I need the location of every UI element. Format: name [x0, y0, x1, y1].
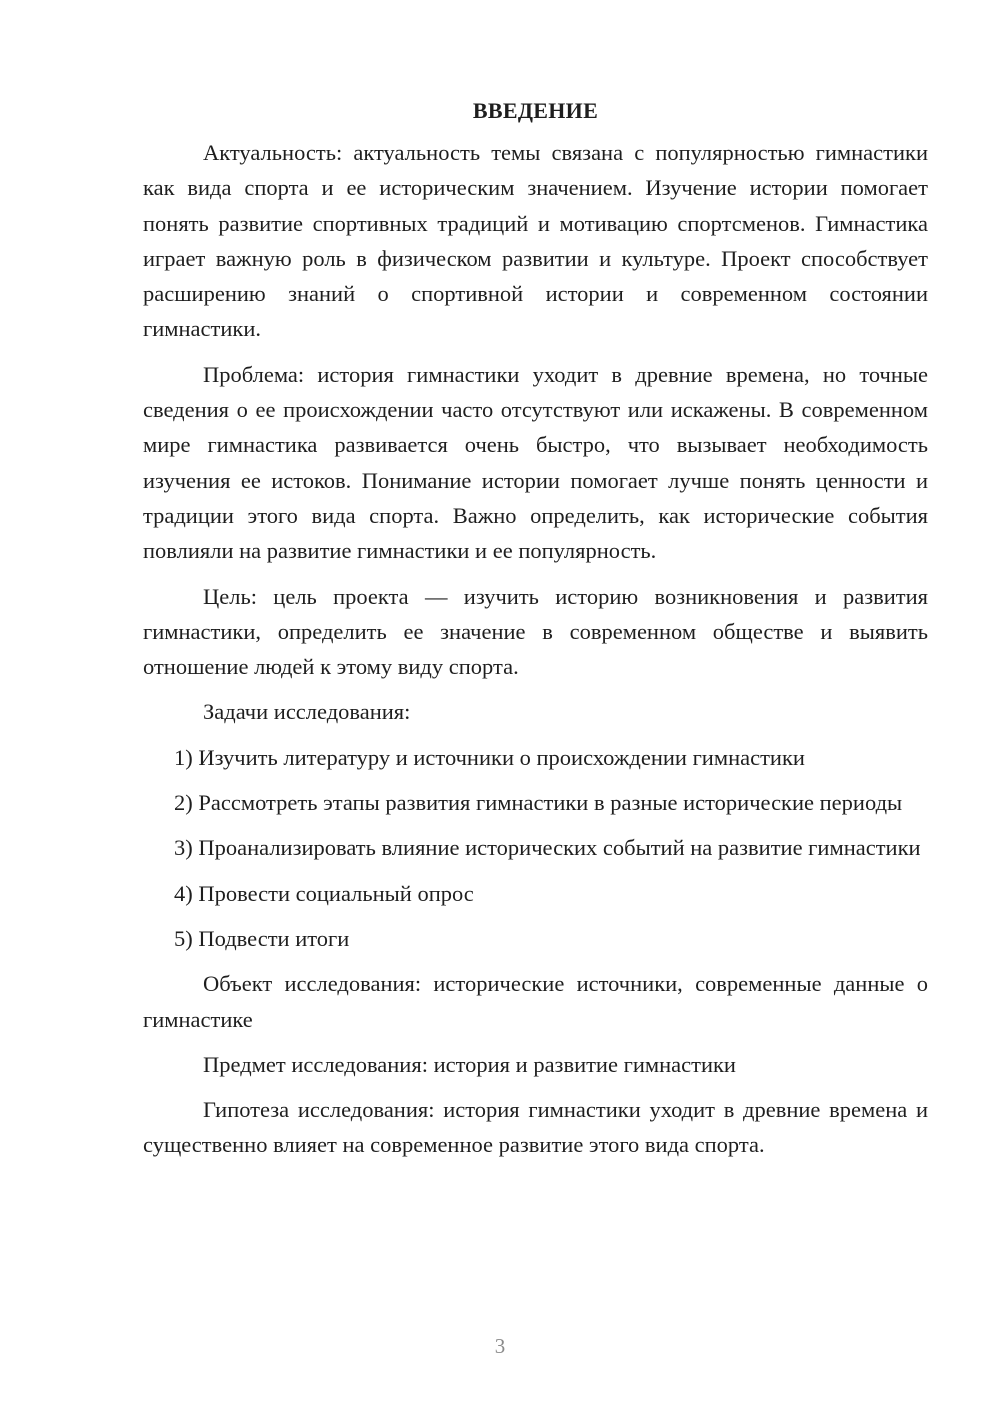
object-paragraph: Объект исследования: исторические источники, современные данные о гимнастике: [143, 971, 928, 1032]
page-title: ВВЕДЕНИЕ: [472, 98, 599, 123]
document-page: [143, 96, 928, 1173]
list-item: 2) Рассмотреть этапы развития гимнастики в разные исторические периоды: [174, 790, 903, 816]
subject-paragraph: Предмет исследования: история и развитие гимнастики: [203, 1051, 736, 1077]
list-item: 3) Проанализировать влияние исторических событий на развитие гимнастики: [174, 835, 921, 861]
problem-paragraph: Проблема: история гимнастики уходит в древние времена, но точные сведения о ее происхождении часто отсутствуют или искажены. В современном мире гимнастика развивается очень быстро, что вызывает необходимость изучения ее истоков. Понимание истории помогает лучше понять ценности и традиции этого вида спорта. Важно определить, как исторические события повлияли на развитие гимнастики и ее популярность.: [143, 361, 928, 564]
hypothesis-paragraph: Гипотеза исследования: история гимнастики уходит в древние времена и существенно влияет на современное развитие этого вида спорта.: [143, 1097, 928, 1158]
list-item: 5) Подвести итоги: [174, 925, 350, 951]
list-item: 4) Провести социальный опрос: [174, 880, 474, 906]
list-item: 1) Изучить литературу и источники о происхождении гимнастики: [174, 744, 805, 770]
page-number: 3: [494, 1334, 506, 1358]
tasks-heading: Задачи исследования:: [203, 699, 411, 725]
tasks-list: [143, 740, 928, 956]
goal-paragraph: Цель: цель проекта — изучить историю возникновения и развития гимнастики, определить ее значение в современном обществе и выявить отношение людей к этому виду спорта.: [143, 583, 928, 680]
relevance-paragraph: Актуальность: актуальность темы связана с популярностью гимнастики как вида спорта и ее историческим значением. Изучение истории помогает понять развитие спортивных традиций и мотивацию спортсменов. Гимнастика играет важную роль в физическом развитии и культуре. Проект способствует расширению знаний о спортивной истории и современном состоянии гимнастики.: [143, 140, 928, 342]
